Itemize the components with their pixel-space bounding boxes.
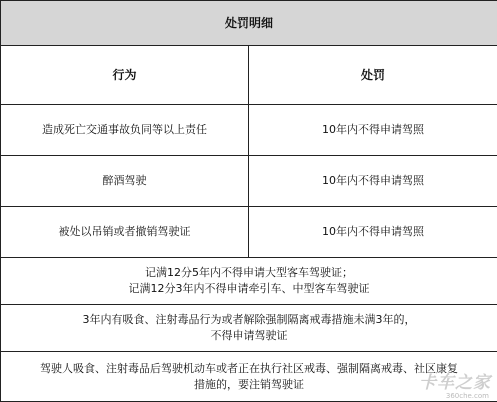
table-row — [1, 258, 497, 305]
behavior-cell: 被处以吊销或者撤销驾驶证 — [1, 207, 249, 258]
note-line: 驾驶人吸食、注射毒品后驾驶机动车或者正在执行社区戒毒、强制隔离戒毒、社区康复 — [1, 361, 497, 377]
penalty-cell: 10年内不得申请驾照 — [249, 156, 497, 207]
table-row — [1, 156, 497, 207]
note-line: 记满12分5年内不得申请大型客车驾驶证； — [5, 265, 493, 281]
note-cell — [1, 258, 497, 305]
table-row — [1, 105, 497, 156]
column-header-behavior: 行为 — [1, 46, 249, 105]
table-row — [1, 305, 497, 352]
behavior-cell: 醉酒驾驶 — [1, 156, 249, 207]
note-cell — [1, 305, 497, 352]
table-row — [1, 352, 497, 402]
note-cell — [1, 352, 497, 402]
column-header-penalty: 处罚 — [249, 46, 497, 105]
penalty-cell: 10年内不得申请驾照 — [249, 105, 497, 156]
watermark-subtext: 360che.com — [446, 392, 489, 400]
note-line: 记满12分3年内不得申请牵引车、中型客车驾驶证 — [5, 281, 493, 297]
note-line: 不得申请驾驶证 — [5, 328, 493, 344]
behavior-cell: 造成死亡交通事故负同等以上责任 — [1, 105, 249, 156]
table-title: 处罚明细 — [1, 1, 497, 46]
note-line: 措施的，要注销驾驶证 — [1, 377, 497, 393]
table-row — [1, 207, 497, 258]
watermark-logo: 卡车之家 — [419, 368, 491, 393]
penalty-cell: 10年内不得申请驾照 — [249, 207, 497, 258]
note-line: 3年内有吸食、注射毒品行为或者解除强制隔离戒毒措施未满3年的， — [5, 312, 493, 328]
